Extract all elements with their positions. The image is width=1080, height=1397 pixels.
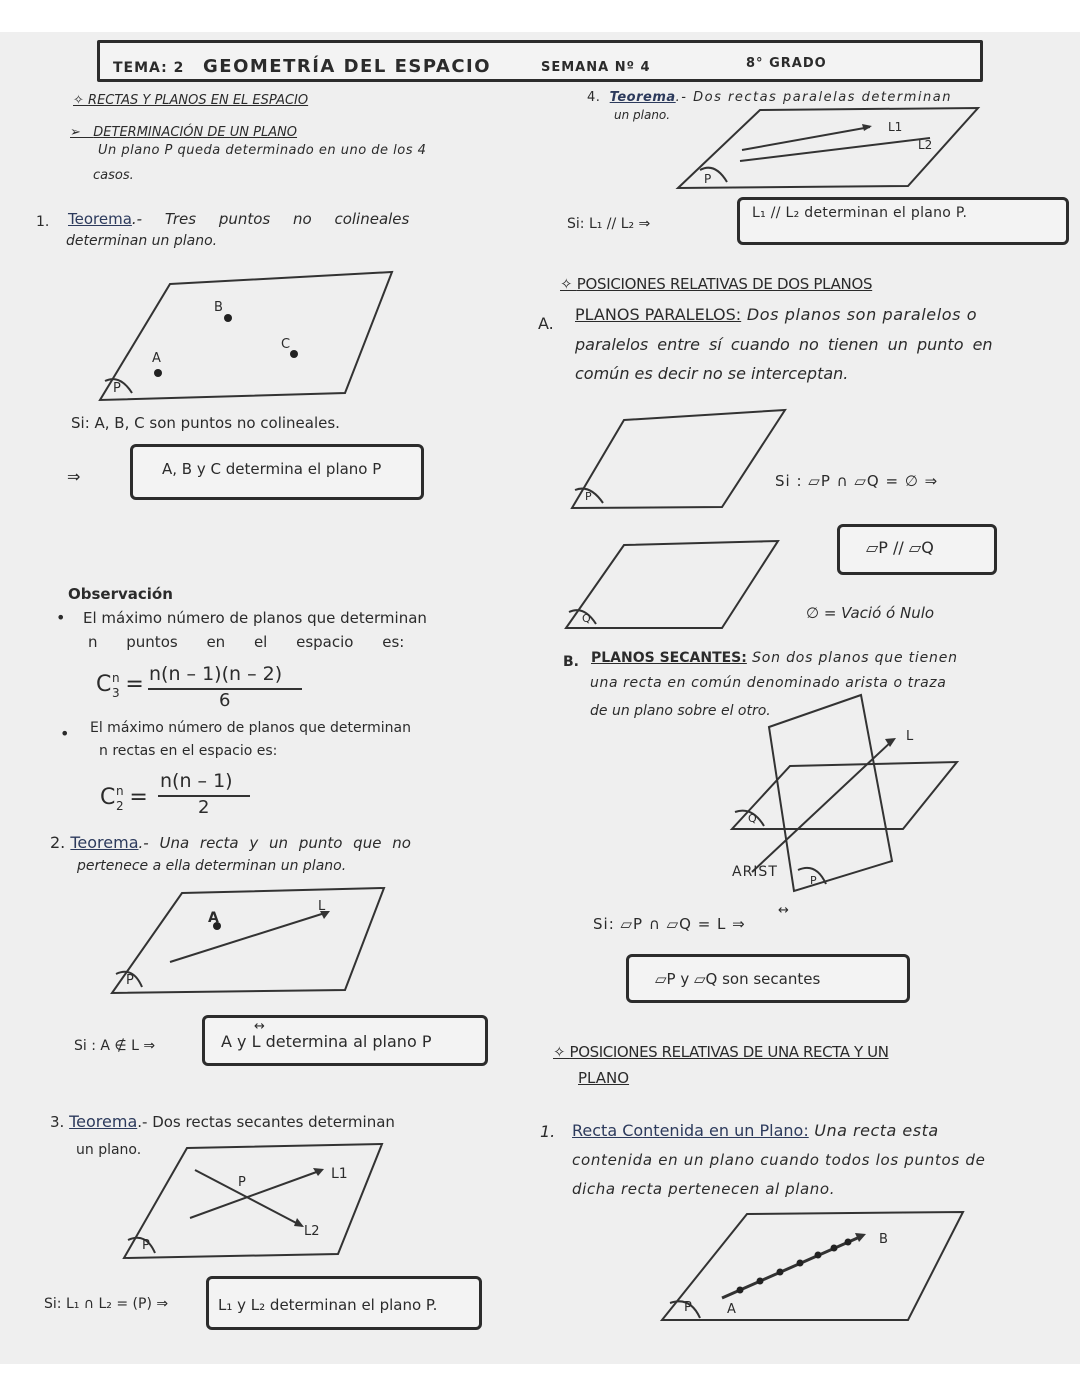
bullet-1: • (56, 608, 66, 627)
theorem4-heading: 4. Teorema.- Dos rectas paralelas determinan (587, 90, 952, 105)
parallel-planes-line3: común es decir no se interceptan. (575, 364, 849, 383)
fig2-point-A: A (208, 910, 219, 926)
fig3-intersection-P: P (238, 1175, 246, 1190)
fig3-line-L1: L1 (331, 1166, 348, 1182)
fig3-plane-P: P (142, 1238, 150, 1253)
point-label-A: A (152, 351, 161, 366)
contained-line-line2: contenida en un plano cuando todos los puntos de (572, 1151, 986, 1169)
secant-planes-letter: B. (563, 654, 579, 670)
figA-plane-Q: Q (582, 612, 591, 625)
point-label-B: B (214, 300, 223, 315)
fig2-plane-P: P (126, 973, 134, 988)
figA-plane-P: P (585, 490, 592, 503)
theorem1-number: 1. (36, 214, 50, 230)
formula-c2: C n 2 = (100, 784, 148, 813)
bullet-2: • (60, 724, 70, 743)
figB-plane-Q: Q (748, 812, 757, 825)
fig4-line-L1: L1 (888, 120, 903, 134)
formula-c2-denominator: 2 (198, 797, 210, 818)
contained-line-line3: dicha recta pertenecen al plano. (572, 1180, 836, 1198)
formula-c3-numerator: n(n – 1)(n – 2) (149, 663, 283, 685)
secant-result: ▱P y ▱Q son secantes (655, 970, 821, 988)
parallel-result: ▱P // ▱Q (866, 538, 934, 557)
obs1-line2: n puntos en el espacio es: (88, 633, 405, 651)
contained-line-heading: Recta Contenida en un Plano: Una recta esta (572, 1121, 939, 1140)
figB-line-L: L (906, 729, 914, 744)
observation-title: Observación (68, 585, 173, 603)
secant-planes-line3: de un plano sobre el otro. (590, 703, 771, 719)
section-title: ✧ RECTAS Y PLANOS EN EL ESPACIO (73, 93, 309, 108)
obs1-line1: El máximo número de planos que determinan (83, 609, 427, 627)
fig4-plane-P: P (704, 172, 712, 186)
parallel-condition: Si : ▱P ∩ ▱Q = ∅ ⇒ (775, 472, 939, 490)
intro-line1: Un plano P queda determinado en uno de los 4 (98, 143, 427, 158)
theorem3-condition: Si: L₁ ∩ L₂ = (P) ⇒ (44, 1296, 169, 1312)
fig2-line-L: L (318, 899, 326, 914)
line-arrow-edge: ↔ (778, 903, 789, 918)
figB-plane-P: P (810, 874, 817, 887)
positions-line-plane-title: ✧ POSICIONES RELATIVAS DE UNA RECTA Y UN (553, 1043, 889, 1061)
formula-c2-numerator: n(n – 1) (160, 770, 233, 792)
header-title: GEOMETRÍA DEL ESPACIO (203, 56, 492, 77)
secant-condition: Si: ▱P ∩ ▱Q = L ⇒ (593, 915, 746, 933)
theorem2-heading: 2. Teorema.- Una recta y un punto que no (50, 833, 411, 852)
secant-planes-heading: PLANOS SECANTES: Son dos planos que tienen (591, 650, 958, 666)
secant-planes-line2: una recta en común denominado arista o traza (590, 675, 947, 691)
fig3-line-L2: L2 (304, 1224, 320, 1239)
theorem1-result: A, B y C determina el plano P (162, 460, 382, 478)
intro-line2: casos. (93, 168, 134, 183)
figR-point-A: A (727, 1302, 736, 1317)
theorem2-line2: pertenece a ella determinan un plano. (77, 858, 347, 874)
empty-set-note: ∅ = Vació ó Nulo (806, 604, 935, 622)
header-tema: TEMA: 2 (113, 60, 185, 76)
theorem1-heading: Teorema.- Tres puntos no colineales (68, 210, 410, 228)
obs2-line1: El máximo número de planos que determinan (90, 720, 411, 736)
plane-label-P1: P (113, 381, 121, 396)
subsection-title: ➢ DETERMINACIÓN DE UN PLANO (70, 125, 298, 140)
theorem4-result: L₁ // L₂ determinan el plano P. (752, 205, 968, 221)
fig4-line-L2: L2 (918, 138, 933, 152)
theorem3-heading: 3. Teorema.- Dos rectas secantes determinan (50, 1112, 395, 1131)
contained-line-number: 1. (540, 1122, 556, 1141)
positions-two-planes-title: ✧ POSICIONES RELATIVAS DE DOS PLANOS (560, 275, 873, 293)
obs2-line2: n rectas en el espacio es: (99, 743, 278, 759)
header-semana: SEMANA Nº 4 (541, 60, 651, 75)
figR-plane-P: P (684, 1300, 692, 1315)
theorem1-condition: Si: A, B, C son puntos no colineales. (71, 414, 340, 432)
parallel-planes-heading: PLANOS PARALELOS: Dos planos son paralelos o (575, 305, 978, 324)
figB-edge-label: ARIST (732, 864, 778, 880)
theorem2-result: A y L determina al plano P (221, 1032, 432, 1051)
theorem4-condition: Si: L₁ // L₂ ⇒ (567, 216, 651, 232)
theorem1-line2: determinan un plano. (66, 233, 218, 249)
formula-c3: C n 3 = (96, 671, 144, 700)
parallel-planes-line2: paralelos entre sí cuando no tienen un punto en (575, 335, 993, 354)
formula-c3-denominator: 6 (219, 690, 231, 711)
positions-line-plane-title-2: PLANO (578, 1069, 630, 1087)
parallel-planes-letter: A. (538, 314, 554, 333)
figR-point-B: B (879, 1232, 888, 1247)
theorem2-condition: Si : A ∉ L ⇒ (74, 1038, 156, 1054)
line-arrow-L: ↔ (254, 1019, 265, 1034)
point-label-C: C (281, 337, 291, 352)
theorem3-line2: un plano. (76, 1142, 142, 1158)
header-grado: 8° GRADO (746, 56, 827, 71)
implies-arrow-1: ⇒ (67, 467, 81, 486)
theorem3-result: L₁ y L₂ determinan el plano P. (218, 1296, 438, 1314)
theorem4-line2: un plano. (614, 108, 671, 122)
